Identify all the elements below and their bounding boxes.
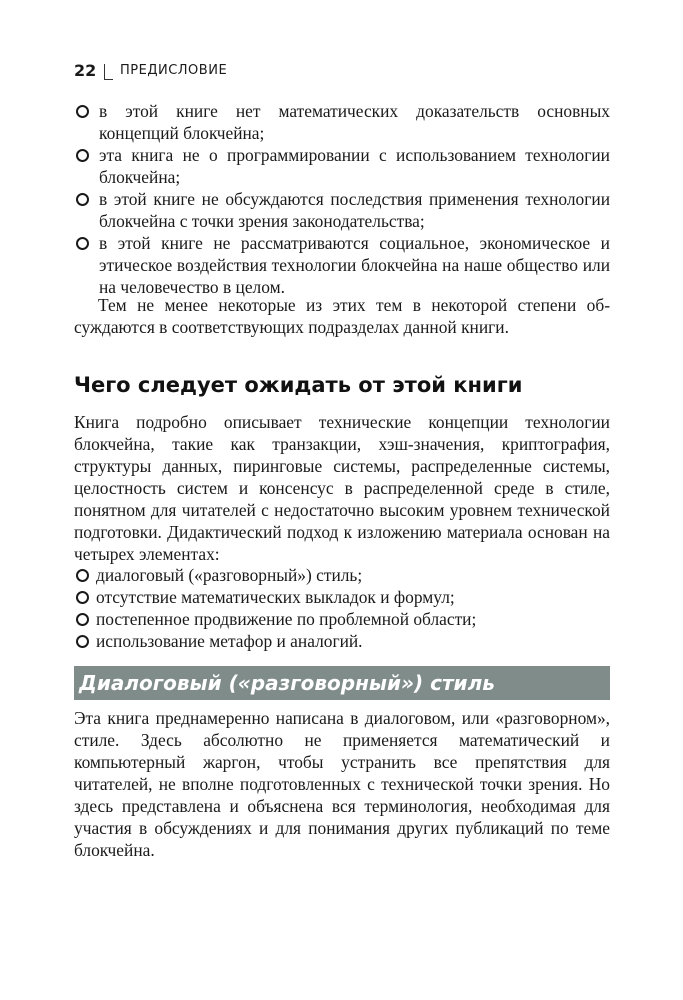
list-item-text: диалоговый («разговорный») стиль;: [96, 565, 363, 585]
paragraph: Книга подробно описывает технические концепции технологии блокчейна, такие как транзакции, хэш-значения, криптография, структуры данных, пиринговые системы, распределенные системы, целостность систем и консенсус в распределенной среде в стиле, понятном для читателей с недостаточно высоким уровнем технической подготовки. Дидактический подход к изложению материала основан на четырех элементах:: [74, 412, 610, 564]
list-item-text: в этой книге нет математических доказательств основных концепций блокчейна;: [99, 101, 610, 143]
elements-list: [74, 564, 610, 652]
list-item-text: в этой книге не рассматриваются социальное, экономическое и этическое воздействия технологии блокчейна на наше общество или на человечество в целом.: [99, 233, 610, 297]
list-item-text: эта книга не о программировании с использованием технологии блокчейна;: [99, 145, 610, 187]
section-heading: Чего следует ожидать от этой книги: [74, 373, 523, 397]
list-item: [74, 564, 610, 586]
paragraph: Эта книга преднамеренно написана в диалоговом, или «разговорном», стиле. Здесь абсолютно не применяется математический и компьютерный жаргон, чтобы устранить все препятствия для читателей, не вполне подготовленных с технической точки зрения. Но здесь представлена и объяснена вся терминология, необходимая для участия в обсуждениях и для понимания других публикаций по теме блокчейна.: [74, 708, 610, 860]
circle-bullet-icon: [76, 149, 89, 162]
circle-bullet-icon: [76, 613, 89, 626]
circle-bullet-icon: [76, 193, 89, 206]
list-item: [74, 100, 610, 144]
list-item: [74, 144, 610, 188]
page-number: 22: [74, 61, 97, 80]
list-item-text: отсутствие математических выкладок и формул;: [96, 587, 455, 607]
page-header: [74, 60, 274, 84]
subsection-heading: Диалоговый («разговорный») стиль: [79, 671, 495, 695]
list-item-text: использование метафор и аналогий.: [96, 631, 363, 651]
list-item: [74, 188, 610, 232]
list-item-text: постепенное продвижение по проблемной области;: [96, 609, 477, 629]
list-item: [74, 608, 610, 630]
list-item: [74, 630, 610, 652]
running-title: ПРЕДИСЛОВИЕ: [120, 63, 228, 78]
paragraph: Тем не менее некоторые из этих тем в некоторой степени обсуждаются в соответствующих подразделах данной книги.: [74, 295, 610, 337]
list-item: [74, 586, 610, 608]
circle-bullet-icon: [76, 635, 89, 648]
header-rule: [104, 64, 113, 80]
subsection-heading-bar: [74, 666, 610, 700]
circle-bullet-icon: [76, 591, 89, 604]
list-item: [74, 232, 610, 298]
circle-bullet-icon: [76, 569, 89, 582]
list-item-text: в этой книге не обсуждаются последствия применения технологии блокчейна с точки зрения законодательства;: [99, 189, 610, 231]
circle-bullet-icon: [76, 105, 89, 118]
exclusions-list: [74, 100, 610, 298]
circle-bullet-icon: [76, 237, 89, 250]
